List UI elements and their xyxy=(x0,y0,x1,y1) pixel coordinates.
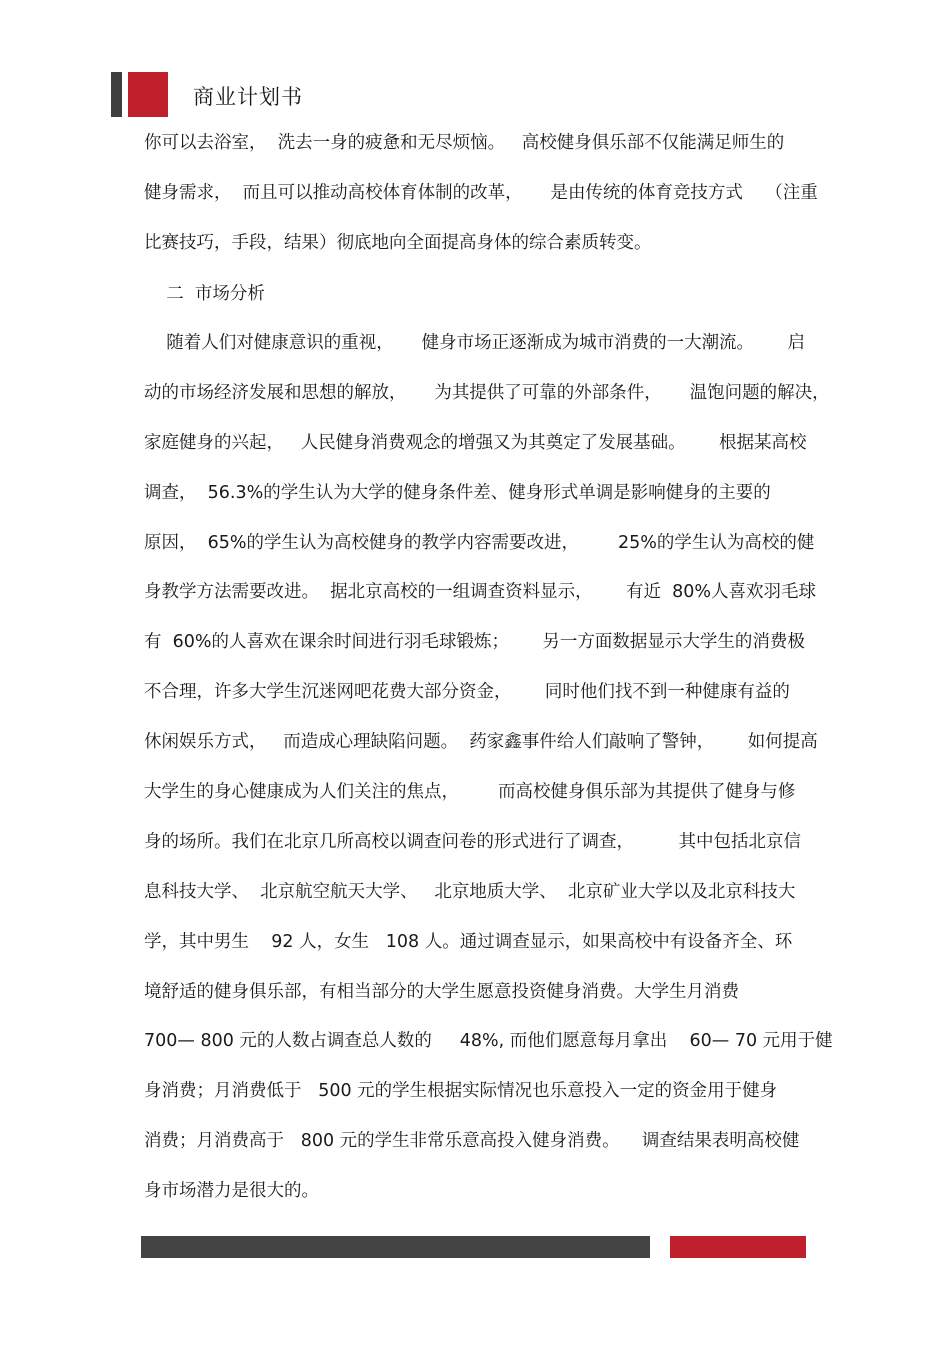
header-accent-red xyxy=(128,72,168,117)
paragraph-line: 不合理，许多大学生沉迷网吧花费大部分资金， 同时他们找不到一种健康有益的 xyxy=(144,682,790,702)
paragraph-line: 健身需求， 而且可以推动高校体育体制的改革， 是由传统的体育竞技方式 （注重 xyxy=(144,183,818,203)
paragraph-line: 原因， 65%的学生认为高校健身的教学内容需要改进， 25%的学生认为高校的健 xyxy=(144,533,815,553)
paragraph-line: 700— 800 元的人数占调查总人数的 48%, 而他们愿意每月拿出 60— 70 元用于健 xyxy=(144,1031,833,1051)
paragraph-line: 身市场潜力是很大的。 xyxy=(144,1181,319,1201)
footer-bar-red xyxy=(670,1236,806,1258)
paragraph-line: 身的场所。我们在北京几所高校以调查问卷的形式进行了调查， 其中包括北京信 xyxy=(144,832,801,852)
paragraph-line: 息科技大学、 北京航空航天大学、 北京地质大学、 北京矿业大学以及北京科技大 xyxy=(144,882,796,902)
paragraph-line: 身消费；月消费低于 500 元的学生根据实际情况也乐意投入一定的资金用于健身 xyxy=(144,1081,778,1101)
paragraph-line: 境舒适的健身俱乐部，有相当部分的大学生愿意投资健身消费。大学生月消费 xyxy=(144,982,739,1002)
paragraph-line: 休闲娱乐方式， 而造成心理缺陷问题。 药家鑫事件给人们敲响了警钟， 如何提高 xyxy=(144,732,818,752)
page-title: 商业计划书 xyxy=(193,85,303,109)
paragraph-line: 有 60%的人喜欢在课余时间进行羽毛球锻炼； 另一方面数据显示大学生的消费极 xyxy=(144,632,805,652)
paragraph-line: 身教学方法需要改进。 据北京高校的一组调查资料显示， 有近 80%人喜欢羽毛球 xyxy=(144,582,817,602)
paragraph-line: 你可以去浴室， 洗去一身的疲惫和无尽烦恼。 高校健身俱乐部不仅能满足师生的 xyxy=(144,133,785,153)
section-heading: 二 市场分析 xyxy=(144,284,265,304)
paragraph-line: 调查， 56.3%的学生认为大学的健身条件差、健身形式单调是影响健身的主要的 xyxy=(144,483,771,503)
paragraph-line: 随着人们对健康意识的重视， 健身市场正逐渐成为城市消费的一大潮流。 启 xyxy=(144,333,805,353)
paragraph-line: 动的市场经济发展和思想的解放， 为其提供了可靠的外部条件， 温饱问题的解决， xyxy=(144,383,830,403)
paragraph-line: 比赛技巧，手段，结果）彻底地向全面提高身体的综合素质转变。 xyxy=(144,233,652,253)
header-accent-dark xyxy=(111,72,122,117)
paragraph-line: 消费；月消费高于 800 元的学生非常乐意高投入健身消费。 调查结果表明高校健 xyxy=(144,1131,800,1151)
paragraph-line: 家庭健身的兴起， 人民健身消费观念的增强又为其奠定了发展基础。 根据某高校 xyxy=(144,433,807,453)
paragraph-line: 大学生的身心健康成为人们关注的焦点， 而高校健身俱乐部为其提供了健身与修 xyxy=(144,782,796,802)
paragraph-line: 学，其中男生 92 人，女生 108 人。通过调查显示，如果高校中有设备齐全、环 xyxy=(144,932,793,952)
footer-bar-dark xyxy=(141,1236,650,1258)
